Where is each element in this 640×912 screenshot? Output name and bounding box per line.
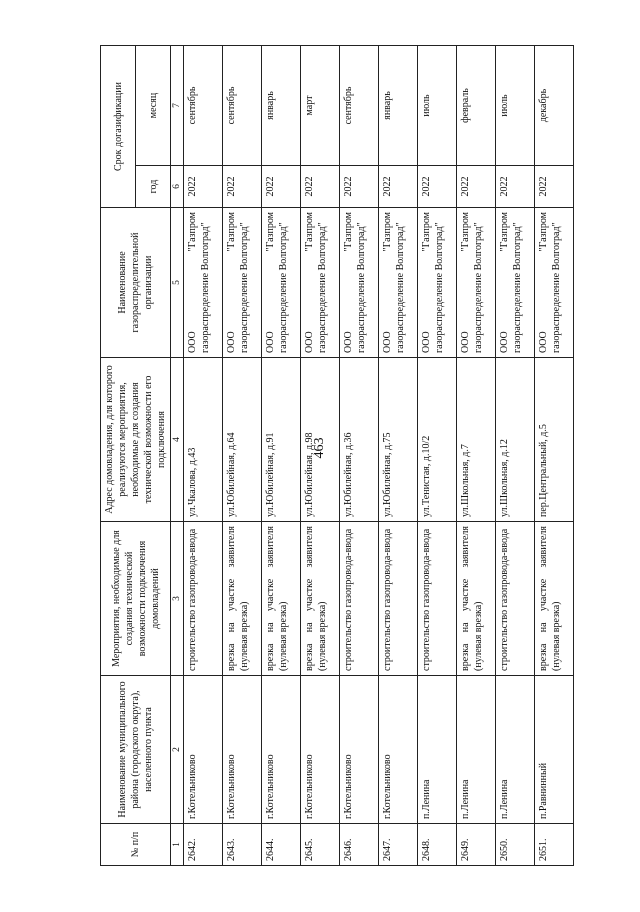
locality-cell: г.Котельниково [301,676,340,824]
measure-cell: строительство газопровода-ввода [340,522,379,676]
organization-cell: ООО "Газпром газораспределение Волгоград" [184,208,223,358]
organization-cell: ООО "Газпром газораспределение Волгоград" [496,208,535,358]
month-cell: июль [418,46,457,166]
row-number: 2644. [262,824,301,866]
organization-cell: ООО "Газпром газораспределение Волгоград" [379,208,418,358]
header-deadline: Срок догазификации [101,46,136,208]
year-cell: 2022 [457,166,496,208]
address-cell: ул.Тенистая, д.10/2 [418,358,457,522]
measure-cell: врезка на участке заявителя (нулевая врезка) [223,522,262,676]
year-cell: 2022 [223,166,262,208]
month-cell: январь [262,46,301,166]
header-district: Наименование муниципального района (городского округа), населенного пункта [101,676,171,824]
column-index: 7 [171,46,184,166]
organization-cell: ООО "Газпром газораспределение Волгоград" [301,208,340,358]
row-number: 2645. [301,824,340,866]
organization-cell: ООО "Газпром газораспределение Волгоград" [262,208,301,358]
row-number: 2646. [340,824,379,866]
header-measures: Мероприятия, необходимые для создания технической возможности подключения домовладений [101,522,171,676]
locality-cell: г.Котельниково [223,676,262,824]
locality-cell: п.Ленина [418,676,457,824]
measure-cell: строительство газопровода-ввода [184,522,223,676]
year-cell: 2022 [301,166,340,208]
locality-cell: г.Котельниково [184,676,223,824]
organization-cell: ООО "Газпром газораспределение Волгоград" [223,208,262,358]
address-cell: пер.Центральный, д.5 [535,358,574,522]
measure-cell: врезка на участке заявителя (нулевая врезка) [457,522,496,676]
year-cell: 2022 [379,166,418,208]
page-number: 463 [312,437,327,459]
rotated-page [100,46,580,866]
year-cell: 2022 [535,166,574,208]
address-cell: ул.Юбилейная, д.98 [301,358,340,522]
table-row [184,46,223,866]
address-cell: ул.Юбилейная, д.91 [262,358,301,522]
row-number: 2642. [184,824,223,866]
year-cell: 2022 [340,166,379,208]
row-number: 2651. [535,824,574,866]
row-number: 2643. [223,824,262,866]
year-cell: 2022 [418,166,457,208]
column-index: 6 [171,166,184,208]
organization-cell: ООО "Газпром газораспределение Волгоград" [535,208,574,358]
address-cell: ул.Юбилейная, д.64 [223,358,262,522]
locality-cell: п.Равнинный [535,676,574,824]
column-index-row [171,46,184,866]
row-number: 2650. [496,824,535,866]
organization-cell: ООО "Газпром газораспределение Волгоград" [457,208,496,358]
column-index: 2 [171,676,184,824]
locality-cell: п.Ленина [496,676,535,824]
month-cell: сентябрь [340,46,379,166]
month-cell: декабрь [535,46,574,166]
locality-cell: г.Котельниково [379,676,418,824]
column-index: 4 [171,358,184,522]
measure-cell: врезка на участке заявителя (нулевая врезка) [262,522,301,676]
measure-cell: строительство газопровода-ввода [379,522,418,676]
year-cell: 2022 [184,166,223,208]
measure-cell: врезка на участке заявителя (нулевая врезка) [301,522,340,676]
year-cell: 2022 [262,166,301,208]
header-organization: Наименование газораспределительной организации [101,208,171,358]
address-cell: ул.Юбилейная, д.75 [379,358,418,522]
measure-cell: строительство газопровода-ввода [418,522,457,676]
address-cell: ул.Юбилейная, д.36 [340,358,379,522]
column-index: 3 [171,522,184,676]
month-cell: январь [379,46,418,166]
measure-cell: строительство газопровода-ввода [496,522,535,676]
month-cell: сентябрь [223,46,262,166]
month-cell: февраль [457,46,496,166]
locality-cell: г.Котельниково [262,676,301,824]
address-cell: ул.Школьная, д.7 [457,358,496,522]
header-year: год [136,166,171,208]
table-row [457,46,496,866]
table-row [223,46,262,866]
month-cell: сентябрь [184,46,223,166]
table-row [262,46,301,866]
month-cell: март [301,46,340,166]
column-index: 5 [171,208,184,358]
organization-cell: ООО "Газпром газораспределение Волгоград" [418,208,457,358]
organization-cell: ООО "Газпром газораспределение Волгоград" [340,208,379,358]
gasification-table [100,45,574,866]
row-number: 2648. [418,824,457,866]
row-number: 2649. [457,824,496,866]
measure-cell: врезка на участке заявителя (нулевая врезка) [535,522,574,676]
address-cell: ул.Чкалова, д.43 [184,358,223,522]
column-index: 1 [171,824,184,866]
locality-cell: г.Котельниково [340,676,379,824]
table-row [496,46,535,866]
year-cell: 2022 [496,166,535,208]
table-row [301,46,340,866]
row-number: 2647. [379,824,418,866]
table-body [184,46,574,866]
month-cell: июль [496,46,535,166]
table-row [379,46,418,866]
header-month: месяц [136,46,171,166]
table-row [535,46,574,866]
locality-cell: п.Ленина [457,676,496,824]
table-row [340,46,379,866]
address-cell: ул.Школьная, д.12 [496,358,535,522]
table-row [418,46,457,866]
header-num: № п/п [101,824,171,866]
header-address: Адрес домовладения, для которого реализуются мероприятия, необходимые для создания технической возможности его подключения [101,358,171,522]
